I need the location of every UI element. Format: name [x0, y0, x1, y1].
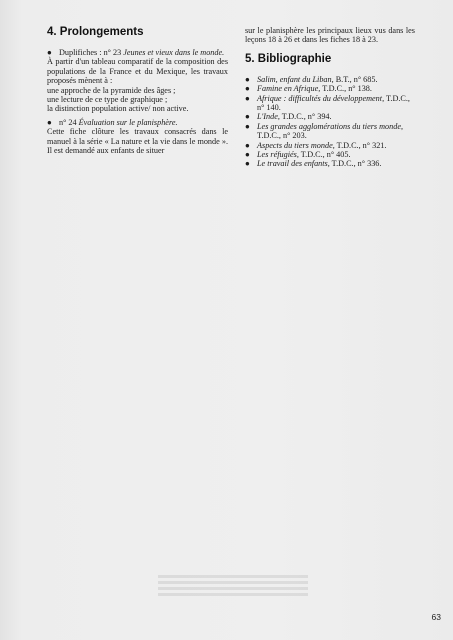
page-number: 63 — [431, 612, 441, 622]
item-title: Jeunes et vieux dans le monde. — [123, 48, 225, 57]
bibliography-reference: , B.T., n° 685. — [331, 74, 378, 84]
bibliography-item — [245, 159, 415, 168]
text-line: la distinction population active/ non active. — [47, 104, 189, 114]
bullet-icon: ● — [245, 140, 250, 150]
bibliography-title: Afrique : difficultés du développement — [257, 93, 383, 103]
bullet-icon: ● — [245, 159, 250, 169]
right-column — [245, 26, 415, 169]
bibliography-title: L'Inde — [257, 112, 278, 122]
paragraph-continuation: sur le planisphère les principaux lieux vus dans les leçons 18 à 26 et dans les fiches 18 à 23. — [245, 26, 415, 45]
bullet-icon: ● — [47, 48, 52, 57]
bibliography-reference: , T.D.C., n° 140. — [257, 93, 410, 113]
bibliography-item — [245, 84, 415, 93]
bibliography-item — [245, 94, 415, 113]
left-column — [47, 26, 228, 155]
text-line: une approche de la pyramide des âges ; — [47, 85, 176, 95]
paragraph: Cette fiche clôture les travaux consacrés dans le manuel à la série « La nature et la vie dans le monde ». Il est demandé aux enfants de situer — [47, 127, 228, 156]
bullet-icon: ● — [245, 74, 250, 84]
bullet-icon: ● — [245, 112, 250, 122]
bibliography-item — [245, 112, 415, 121]
bibliography-item — [245, 122, 415, 141]
bibliography-reference: , T.D.C., n° 321. — [332, 140, 387, 150]
bibliography-item — [245, 75, 415, 84]
bullet-icon: ● — [245, 84, 250, 94]
section-heading-prolongements: 4. Prolongements — [47, 26, 144, 38]
bibliography-title: Famine en Afrique — [257, 84, 319, 94]
bibliography-item — [245, 141, 415, 150]
bibliography-list — [245, 75, 415, 169]
bibliography-reference: , T.D.C., n° 394. — [277, 112, 332, 122]
item-prefix: n° 24 — [59, 117, 79, 127]
bibliography-reference: , T.D.C., n° 138. — [318, 84, 372, 94]
section-heading-bibliographie: 5. Bibliographie — [245, 52, 332, 65]
bibliography-reference: , T.D.C., n° 203. — [257, 121, 404, 141]
bibliography-item — [245, 150, 415, 159]
bibliography-reference: , T.D.C., n° 405. — [296, 150, 351, 160]
bullet-icon: ● — [245, 121, 250, 131]
bullet-icon: ● — [245, 150, 250, 160]
bibliography-title: Les grandes agglomérations du tiers monde — [257, 121, 401, 131]
paragraph: À partir d'un tableau comparatif de la composition des populations de la France et du Mexique, les travaux proposés mènent à : — [47, 57, 228, 86]
duplifiche-item-23 — [47, 48, 228, 57]
bullet-icon: ● — [245, 93, 250, 103]
item-title: Évaluation sur le planisphère. — [78, 117, 178, 127]
item-prefix: Duplifiches : n° 23 — [59, 48, 124, 57]
bibliography-title: Aspects du tiers monde — [257, 140, 333, 150]
text-line: une lecture de ce type de graphique ; — [47, 95, 168, 105]
faded-stamp — [158, 572, 308, 606]
bibliography-reference: , T.D.C., n° 336. — [327, 159, 382, 169]
bullet-icon: ● — [47, 117, 52, 127]
bibliography-title: Le travail des enfants — [257, 159, 328, 169]
duplifiche-item-24 — [47, 118, 228, 127]
bibliography-title: Les réfugiés — [257, 150, 297, 160]
bibliography-title: Salim, enfant du Liban — [257, 74, 332, 84]
